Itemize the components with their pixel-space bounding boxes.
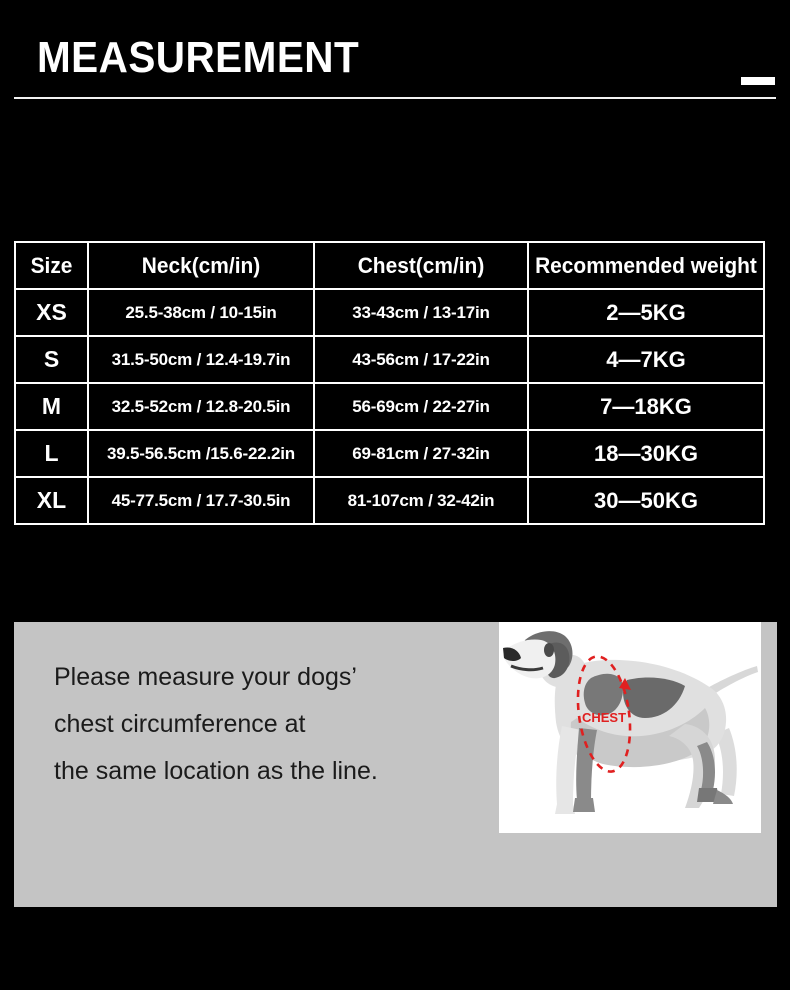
chest-label: CHEST	[581, 710, 627, 725]
cell-neck: 25.5-38cm / 10-15in	[88, 289, 314, 336]
info-panel	[14, 622, 777, 907]
cell-chest: 69-81cm / 27-32in	[314, 430, 528, 477]
cell-neck: 32.5-52cm / 12.8-20.5in	[88, 383, 314, 430]
cell-chest: 43-56cm / 17-22in	[314, 336, 528, 383]
dog-illustration-svg	[499, 622, 761, 833]
table-row	[15, 477, 764, 524]
cell-size: M	[15, 383, 88, 430]
cell-weight: 2—5KG	[528, 289, 764, 336]
cell-neck: 31.5-50cm / 12.4-19.7in	[88, 336, 314, 383]
header-divider	[14, 97, 776, 99]
dog-measurement-figure	[499, 622, 761, 833]
cell-chest: 56-69cm / 22-27in	[314, 383, 528, 430]
table-row	[15, 430, 764, 477]
cell-weight: 4—7KG	[528, 336, 764, 383]
column-header-size	[15, 242, 88, 289]
header	[0, 0, 790, 110]
instruction-text	[54, 654, 474, 795]
cell-weight: 30—50KG	[528, 477, 764, 524]
column-header-chest-label: Chest(cm/in)	[357, 252, 485, 278]
instruction-line-3: the same location as the line.	[54, 757, 378, 785]
header-dash-mark	[741, 77, 775, 85]
table-row	[15, 336, 764, 383]
column-header-weight	[528, 242, 764, 289]
column-header-size-label: Size	[30, 252, 73, 278]
cell-weight: 18—30KG	[528, 430, 764, 477]
cell-neck: 39.5-56.5cm /15.6-22.2in	[88, 430, 314, 477]
column-header-weight-label: Recommended weight	[535, 252, 757, 278]
cell-neck: 45-77.5cm / 17.7-30.5in	[88, 477, 314, 524]
cell-size: XL	[15, 477, 88, 524]
instruction-line-1: Please measure your dogs’	[54, 663, 357, 691]
cell-size: XS	[15, 289, 88, 336]
cell-size: S	[15, 336, 88, 383]
column-header-neck	[88, 242, 314, 289]
column-header-neck-label: Neck(cm/in)	[141, 252, 261, 278]
table-row	[15, 383, 764, 430]
table-row	[15, 289, 764, 336]
cell-size: L	[15, 430, 88, 477]
page-title: MEASUREMENT	[37, 33, 360, 82]
column-header-chest	[314, 242, 528, 289]
dog-eye	[544, 643, 554, 657]
cell-weight: 7—18KG	[528, 383, 764, 430]
size-chart-table	[14, 241, 765, 525]
dog-front-paw	[573, 798, 595, 812]
table-header-row	[15, 242, 764, 289]
instruction-line-2: chest circumference at	[54, 710, 306, 738]
cell-chest: 33-43cm / 13-17in	[314, 289, 528, 336]
cell-chest: 81-107cm / 32-42in	[314, 477, 528, 524]
